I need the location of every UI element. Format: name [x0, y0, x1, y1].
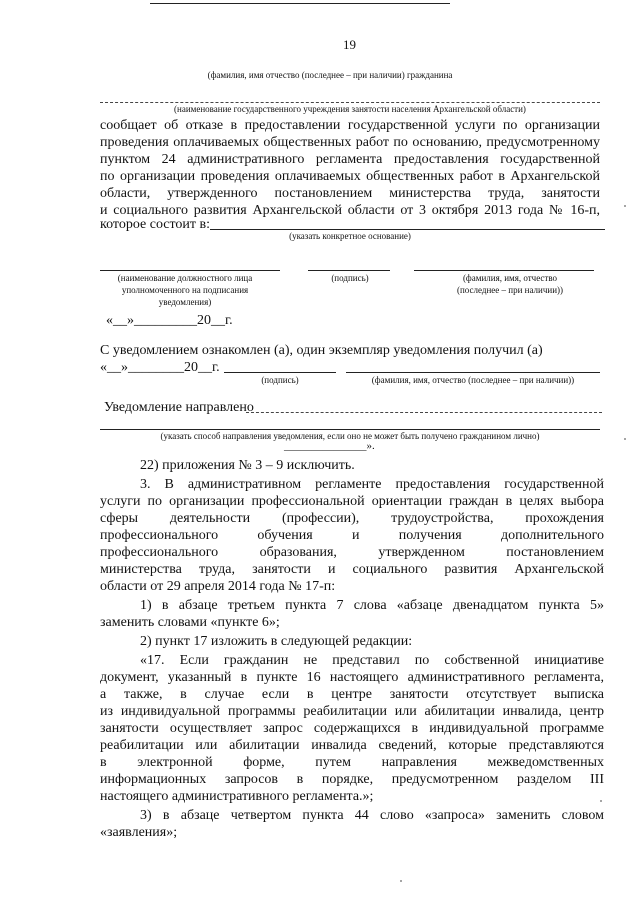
notice-line-7: которое состоит в:: [100, 217, 211, 232]
para3-line-2: услуги по организации профессиональной ориентации граждан в целях выбора: [100, 494, 604, 509]
sent-end-mark: ».: [366, 440, 375, 452]
para3-line-5: профессионального образования, утвержденном постановлением: [100, 545, 604, 560]
sub3-line-2: «заявления»;: [100, 825, 178, 840]
agency-line: [100, 102, 600, 103]
p17-line-6: реабилитации или абилитации инвалида сведений, которые представляются: [100, 738, 604, 753]
page-number: 19: [343, 37, 356, 52]
name-caption-1: (фамилия, имя, отчество: [462, 273, 558, 283]
agency-caption: (наименование государственного учреждения занятости населения Архангельской области): [174, 104, 526, 114]
sent-end-line: [284, 440, 375, 452]
scan-speck: [400, 880, 402, 882]
para3-line-7: области от 29 апреля 2014 года № 17-п:: [100, 579, 336, 594]
para3-line-1: 3. В административном регламенте предоставления государственной: [140, 477, 604, 492]
notice-line-3: пунктом 24 административного регламента предоставления государственной: [100, 152, 600, 167]
official-line: [100, 270, 280, 271]
sent-line-2: [100, 429, 600, 430]
p17-line-8: информационных запросов в порядке, предусмотренном разделом III: [100, 772, 604, 787]
ack-signature-line: [224, 372, 336, 373]
p17-line-2: документ, указанный в пункте 16 настоящего административного регламента,: [100, 670, 604, 685]
sent-label: Уведомление направлено: [104, 400, 254, 415]
top-rule: [150, 3, 450, 4]
p17-line-1: «17. Если гражданин не представил по собственной инициативе: [140, 653, 604, 668]
ack-signature-caption: (подпись): [261, 375, 299, 385]
p17-line-3: а также, в случае если в центре занятости отсутствует выписка: [100, 687, 604, 702]
sub1-line-2: заменить словами «пункте 6»;: [100, 615, 280, 630]
name-line: [414, 270, 594, 271]
sub3-line-1: 3) в абзаце четвертом пункта 44 слово «запроса» заменить словом: [140, 808, 604, 823]
p17-line-7: в электронной форме, путем направления межведомственных: [100, 755, 604, 770]
official-caption-3: уведомления): [158, 297, 212, 307]
ack-text: С уведомлением ознакомлен (а), один экземпляр уведомления получил (а): [100, 343, 543, 358]
notice-line-4: по организации проведения оплачиваемых общественных работ в Архангельской: [100, 169, 600, 184]
sign-date-line: «__»_________20__г.: [106, 313, 233, 328]
p17-line-5: занятости осуществляет запрос содержащихся в индивидуальной программе: [100, 721, 604, 736]
notice-line-2: проведения оплачиваемых общественных работ по основанию, предусмотренному: [100, 135, 600, 150]
sent-end-prefix: _______________: [284, 440, 367, 452]
p17-line-4: из индивидуальной программы реабилитации или абилитации инвалида, центр: [100, 704, 604, 719]
sent-line-1: [246, 412, 602, 413]
para3-line-4: профессионального обучения и получения дополнительного: [100, 528, 604, 543]
notice-line-5: области, утвержденного постановлением министерства труда, занятости: [100, 186, 600, 201]
ack-name-line: [346, 372, 600, 373]
item-22: 22) приложения № 3 – 9 исключить.: [140, 458, 355, 473]
official-caption-1: (наименование должностного лица: [117, 273, 253, 283]
sub2-line: 2) пункт 17 изложить в следующей редакции:: [140, 634, 413, 649]
scan-speck: [624, 438, 626, 440]
p17-line-9: настоящего административного регламента.»;: [100, 789, 374, 804]
ack-date-line: «__»________20__г.: [100, 360, 220, 375]
name-caption-2: (последнее – при наличии)): [456, 285, 564, 295]
citizen-name-caption: (фамилия, имя отчество (последнее – при наличии) гражданина: [207, 70, 453, 80]
para3-line-6: министерства труда, занятости и социального развития Архангельской: [100, 562, 604, 577]
sent-caption: (указать способ направления уведомления, если оно не может быть получено гражданином лично): [160, 431, 540, 441]
reason-caption: (указать конкретное основание): [289, 231, 411, 241]
notice-line-1: сообщает об отказе в предоставлении государственной услуги по организации: [100, 118, 600, 133]
signature-line: [308, 270, 390, 271]
reason-line: [210, 229, 605, 230]
scan-speck: [624, 205, 626, 207]
signature-caption: (подпись): [331, 273, 369, 283]
official-caption-2: уполномоченного на подписания: [121, 285, 249, 295]
para3-line-3: сферы деятельности (профессии), трудоустройства, прохождения: [100, 511, 604, 526]
scan-speck: [600, 800, 602, 802]
sub1-line-1: 1) в абзаце третьем пункта 7 слова «абзаце двенадцатом пункта 5»: [140, 598, 604, 613]
ack-name-caption: (фамилия, имя, отчество (последнее – при наличии)): [371, 375, 575, 385]
notice-line-6: и социального развития Архангельской области от 3 октября 2013 года № 16-п,: [100, 203, 600, 218]
